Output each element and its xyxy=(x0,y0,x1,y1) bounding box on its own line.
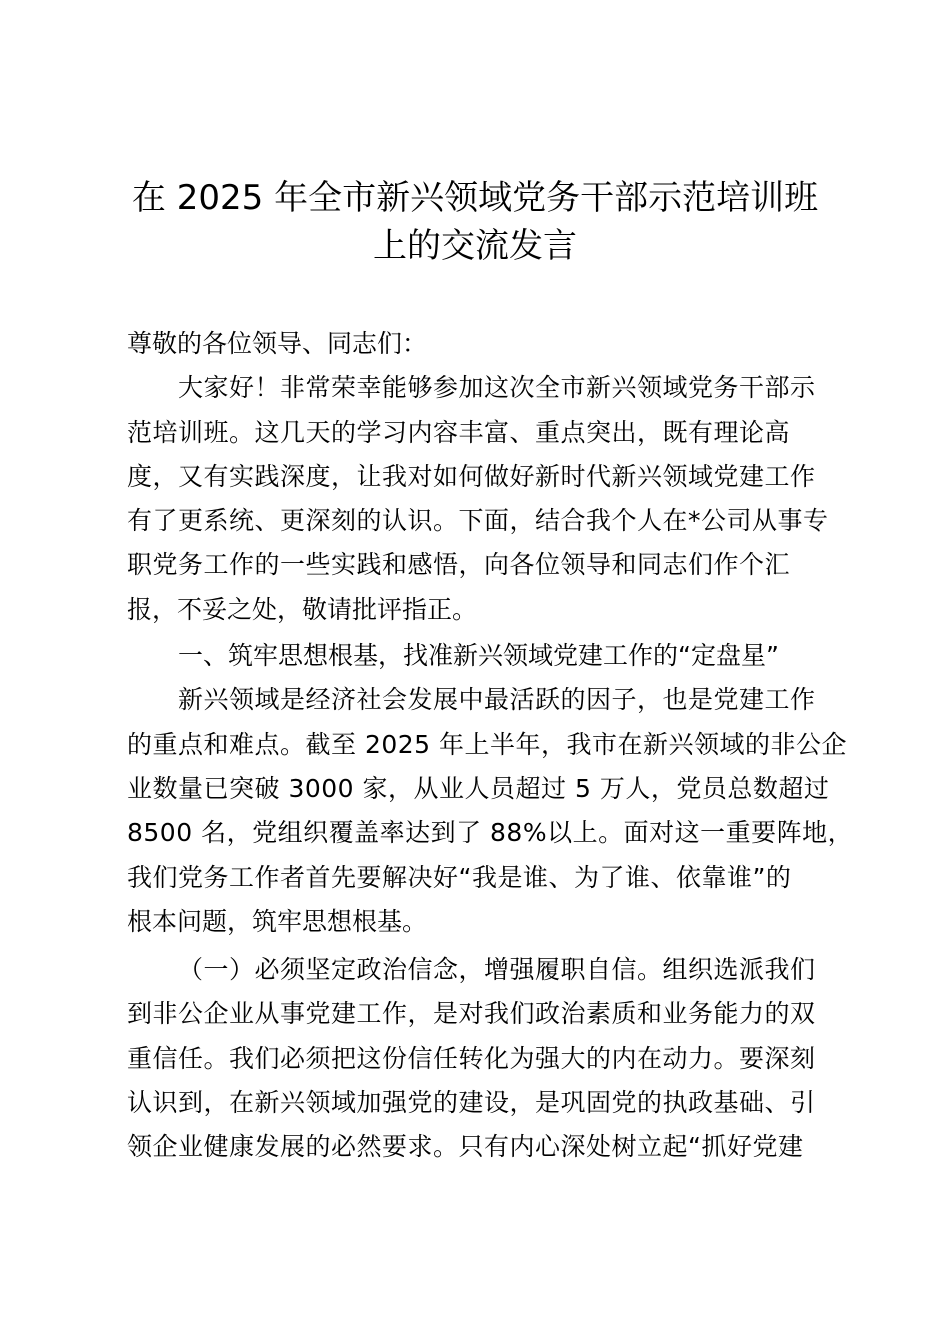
document-title-line-1: 在 2025 年全市新兴领域党务干部示范培训班 xyxy=(131,178,819,218)
text-line: 到非公企业从事党建工作，是对我们政治素质和业务能力的双 xyxy=(127,999,816,1029)
text-line: 职党务工作的一些实践和感悟，向各位领导和同志们作个汇 xyxy=(127,550,791,580)
text-line: 有了更系统、更深刻的认识。下面，结合我个人在*公司从事专 xyxy=(127,506,829,536)
section-heading-1: 一、筑牢思想根基，找准新兴领域党建工作的“定盘星” xyxy=(178,641,779,671)
text-line: 新兴领域是经济社会发展中最活跃的因子，也是党建工作 xyxy=(178,685,816,715)
text-line: 重信任。我们必须把这份信任转化为强大的内在动力。要深刻 xyxy=(127,1043,816,1073)
text-line: 报，不妥之处，敬请批评指正。 xyxy=(127,594,478,624)
document-title-line-2: 上的交流发言 xyxy=(373,226,577,266)
salutation: 尊敬的各位领导、同志们： xyxy=(127,329,428,358)
subsection-line: （一）必须坚定政治信念，增强履职自信。组织选派我们 xyxy=(178,955,816,985)
text-line: 业数量已突破 3000 家，从业人员超过 5 万人，党员总数超过 xyxy=(127,773,830,803)
text-line: 根本问题，筑牢思想根基。 xyxy=(127,906,428,936)
text-line: 认识到，在新兴领域加强党的建设，是巩固党的执政基础、引 xyxy=(127,1088,816,1118)
text-line: 范培训班。这几天的学习内容丰富、重点突出，既有理论高 xyxy=(127,417,791,447)
text-line: 8500 名，党组织覆盖率达到了 88%以上。面对这一重要阵地， xyxy=(127,818,854,848)
document-body xyxy=(127,322,887,1170)
text-line: 度，又有实践深度，让我对如何做好新时代新兴领域党建工作 xyxy=(127,461,816,491)
text-line: 我们党务工作者首先要解决好“我是谁、为了谁、依靠谁”的 xyxy=(127,862,792,892)
text-line: 的重点和难点。截至 2025 年上半年，我市在新兴领域的非公企 xyxy=(127,729,848,759)
text-line: 领企业健康发展的必然要求。只有内心深处树立起“抓好党建 xyxy=(127,1132,804,1162)
text-line: 大家好！非常荣幸能够参加这次全市新兴领域党务干部示 xyxy=(178,373,816,403)
